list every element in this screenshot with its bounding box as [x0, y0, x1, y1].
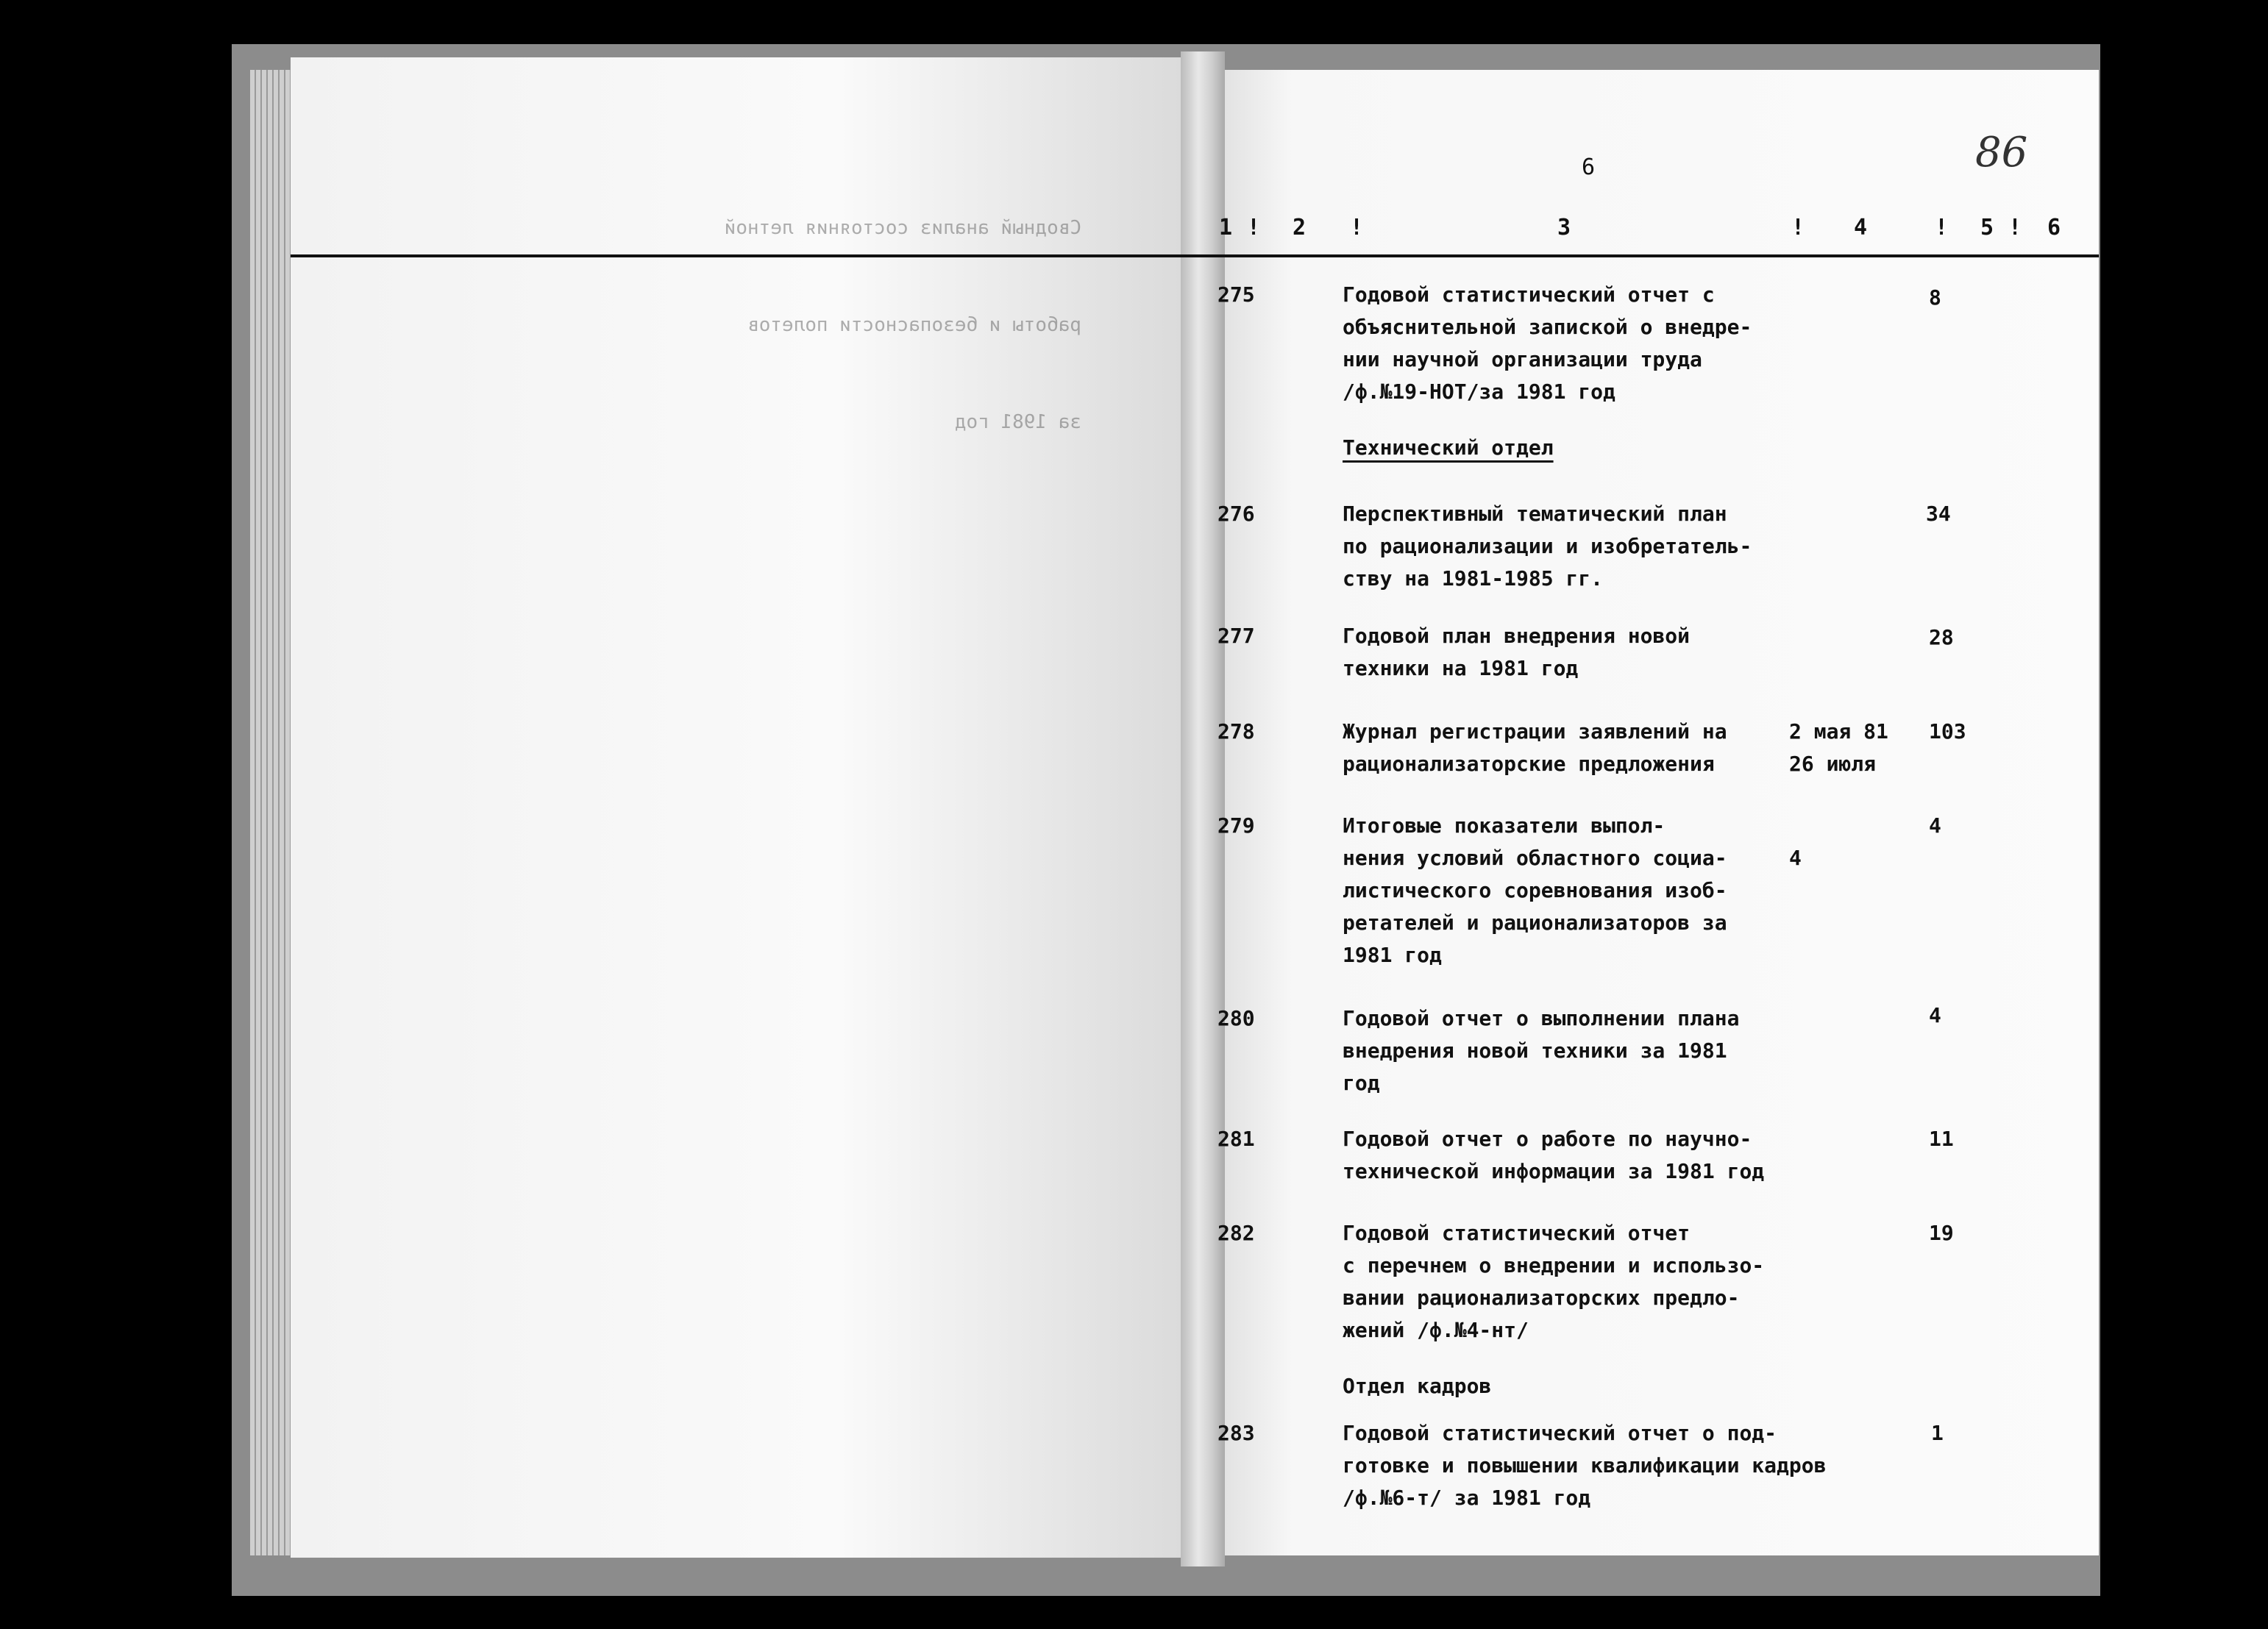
entry-title-line: техники на 1981 год	[1343, 656, 1579, 680]
entry-number: 276	[1217, 502, 1255, 526]
entry-sheets: 8	[1929, 285, 1941, 310]
entry-title-line: год	[1343, 1071, 1380, 1095]
archive-page-number: 86	[1975, 129, 2028, 177]
entry-title-line: ству на 1981-1985 гг.	[1343, 566, 1604, 591]
section-heading: Отдел кадров	[1343, 1374, 1492, 1398]
column-header: 1 ! 2 ! 3 ! 4 ! 5 ! 6	[1219, 215, 2061, 240]
entry-sheets: 28	[1929, 625, 1954, 649]
entry-title-line: 1981 год	[1343, 943, 1442, 967]
column-header-6: 6	[2047, 215, 2061, 240]
entry-sheets: 1	[1931, 1421, 1944, 1445]
entry-sheets: 4	[1929, 813, 1941, 838]
bleed-through-text: Сводный анализ состояния летной работы и безопасности полетов за 1981 год	[724, 217, 1081, 433]
entry-title-line: Годовой статистический отчет	[1343, 1221, 1691, 1245]
entry-sheets: 19	[1929, 1221, 1954, 1245]
entry-title-line: Годовой отчет о выполнении плана	[1343, 1006, 1740, 1030]
column-header-5: 5	[1980, 215, 1994, 240]
entry-title-line: Годовой отчет о работе по научно-	[1343, 1127, 1752, 1151]
page-number: 6	[1582, 154, 1596, 180]
entry-number: 277	[1217, 624, 1255, 648]
header-rule	[291, 254, 2099, 257]
entry-number: 279	[1217, 813, 1255, 838]
entry-title-line: /ф.№19-НОТ/за 1981 год	[1343, 379, 1615, 404]
entry-title-line: внедрения новой техники за 1981	[1343, 1038, 1727, 1063]
entry-title-line: нии научной организации труда	[1343, 347, 1702, 371]
entry-title-line: рационализаторские предложения	[1343, 752, 1715, 776]
entry-title-line: Годовой план внедрения новой	[1343, 624, 1691, 648]
entry-sheets: 103	[1929, 719, 1966, 744]
entry-title-line: Годовой статистический отчет о под-	[1343, 1421, 1777, 1445]
entry-sheets: 4	[1929, 1003, 1941, 1027]
entry-sheets: 11	[1929, 1127, 1954, 1151]
column-header-3: 3	[1557, 215, 1571, 240]
entry-title-line: по рационализации и изобретатель-	[1343, 534, 1752, 558]
entry-title-line: готовке и повышении квалификации кадров	[1343, 1453, 1827, 1477]
entry-title-line: Перспективный тематический план	[1343, 502, 1727, 526]
entry-number: 282	[1217, 1221, 1255, 1245]
entry-number: 281	[1217, 1127, 1255, 1151]
entry-title-line: вании рационализаторских предло-	[1343, 1286, 1740, 1310]
entry-number: 280	[1217, 1006, 1255, 1030]
entry-title-line: Годовой статистический отчет с	[1343, 282, 1715, 307]
entry-title-line: Итоговые показатели выпол-	[1343, 813, 1666, 838]
entry-title-line: ретателей и рационализаторов за	[1343, 910, 1727, 935]
entry-title-line: с перечнем о внедрении и использо-	[1343, 1253, 1765, 1277]
book-gutter	[1181, 51, 1225, 1566]
entry-title-line: /ф.№6-т/ за 1981 год	[1343, 1486, 1591, 1510]
entry-sheets: 34	[1926, 502, 1951, 526]
column-header-1: 1	[1219, 215, 1233, 240]
entry-title-line: Журнал регистрации заявлений на	[1343, 719, 1727, 744]
entry-title-line: нения условий областного социа-	[1343, 846, 1727, 870]
entry-title-line: жений /ф.№4-нт/	[1343, 1318, 1529, 1342]
entry-number: 275	[1217, 282, 1255, 307]
entry-number: 283	[1217, 1421, 1255, 1445]
column-header-2: 2	[1293, 215, 1307, 240]
entry-date: 26 июля	[1789, 752, 1877, 776]
entry-number: 278	[1217, 719, 1255, 744]
column-header-4: 4	[1854, 215, 1868, 240]
entry-title-line: листического соревнования изоб-	[1343, 878, 1727, 902]
entry-date: 4	[1789, 846, 1802, 870]
entry-title-line: объяснительной запиской о внедре-	[1343, 315, 1752, 339]
section-heading: Технический отдел	[1343, 435, 1554, 460]
entry-title-line: технической информации за 1981 год	[1343, 1159, 1765, 1183]
entry-date: 2 мая 81	[1789, 719, 1888, 744]
